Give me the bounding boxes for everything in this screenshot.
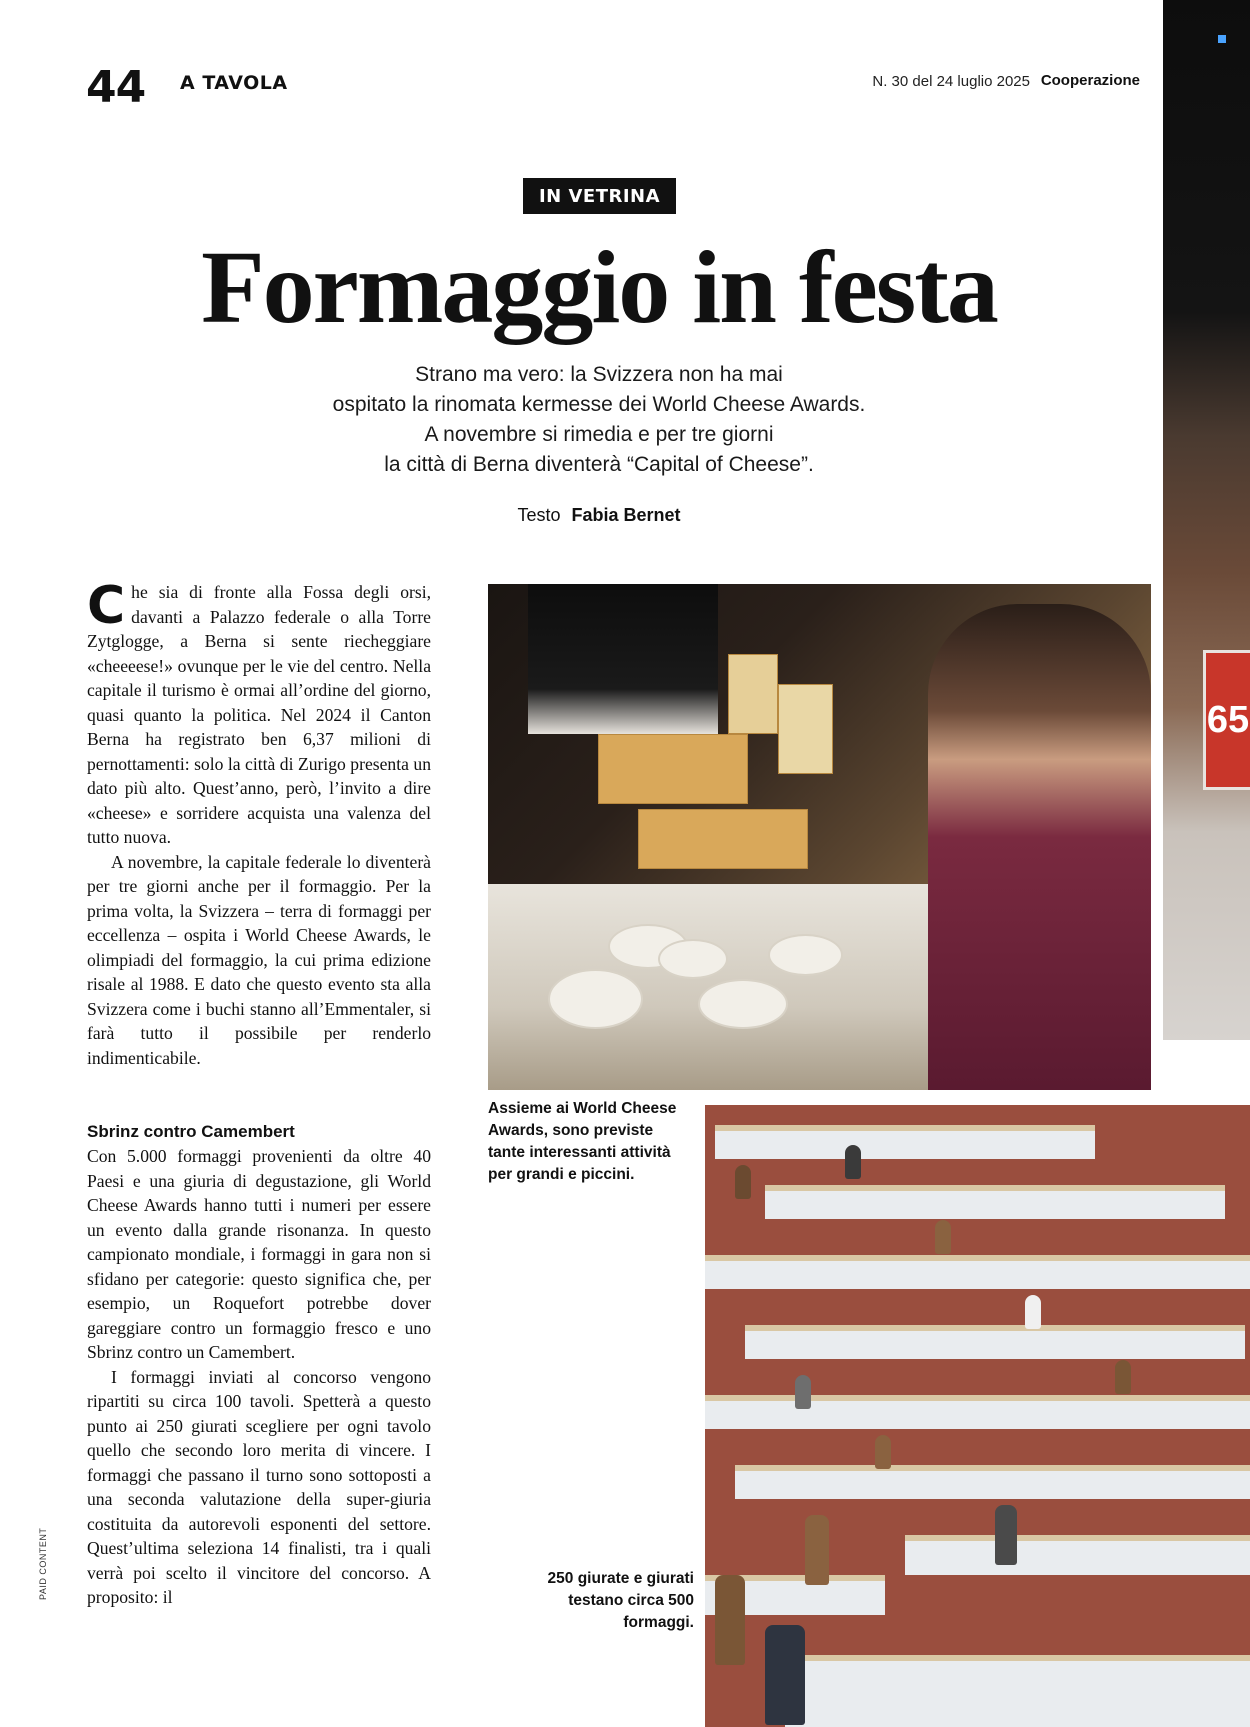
magazine-name: Cooperazione	[1040, 72, 1140, 89]
judging-table	[785, 1655, 1250, 1727]
subtitle-line: A novembre si rimedia e per tre giorni	[424, 423, 774, 446]
paragraph-1-text: he sia di fronte alla Fossa degli orsi, davanti a Palazzo federale o alla Torre Zytglogge, a Berna si sente riecheggiare «cheeeese!» ovunque per le vie del centro. Nella capitale il turismo è ormai all’ordine del giorno, quasi quanto la politica. Nel 2024 il Canton Berna ha registrato ben 6,37 milioni di pernottamenti: solo la città di Zurigo presenta un dato più alto. Quest’anno, però, l’invito a dire «cheese» e sorridere acquista una valenza del tutto nuova.	[87, 582, 431, 847]
judging-table	[735, 1465, 1250, 1499]
paragraph-3: Con 5.000 formaggi provenienti da oltre 40 Paesi e una giuria di degustazione, gli World Cheese Awards hanno tutti i numeri per essere un evento dalla grande risonanza. In questo campionato mondiale, i formaggi in gara non si sfidano per categorie: questo significa che, per esempio, un Roquefort potrebbe dover gareggiare contro un formaggio fresco e uno Sbrinz contro un Camembert.	[87, 1146, 431, 1362]
photo2-caption: 250 giurate e giurati testano circa 500 formaggi.	[547, 1570, 694, 1631]
byline-author: Fabia Bernet	[571, 505, 681, 525]
paragraph-2: A novembre, la capitale federale lo diventerà per tre giorni anche per il formaggio. Per la prima volta, la Svizzera – terra di formaggi per eccellenza – ospita i World Cheese Awards, le olimpiadi del formaggio, la cui prima edizione risale al 1988. E dato che questo evento sta alla Svizzera come i buchi stanno all’Emmentaler, si farà tutto il possibile per renderlo indimenticabile.	[87, 851, 431, 1068]
cheese-block	[728, 654, 778, 734]
judge-figure	[805, 1515, 829, 1585]
vendor-figure	[528, 584, 718, 734]
page-number: 44	[86, 62, 146, 113]
section-title: A TAVOLA	[180, 72, 288, 94]
paid-content-label: PAID CONTENT	[38, 1527, 48, 1600]
judge-figure	[1115, 1360, 1131, 1394]
drop-cap: C	[87, 576, 126, 636]
judge-figure	[1025, 1295, 1041, 1329]
article-subhead: Sbrinz contro Camembert	[87, 1122, 295, 1141]
byline-label: Testo	[517, 505, 561, 525]
paragraph-1	[87, 576, 431, 850]
cheese-wheel	[658, 939, 728, 979]
article-subtitle	[230, 360, 968, 480]
judge-figure	[715, 1575, 745, 1665]
article-title: Formaggio in festa	[201, 230, 997, 345]
cheese-wheel	[698, 979, 788, 1029]
judge-figure	[995, 1505, 1017, 1565]
judge-figure	[845, 1145, 861, 1179]
judge-figure	[795, 1375, 811, 1409]
subtitle-line: la città di Berna diventerà “Capital of Cheese”.	[384, 453, 814, 476]
subtitle-line: ospitato la rinomata kermesse dei World Cheese Awards.	[332, 393, 866, 416]
judging-table	[705, 1395, 1250, 1429]
photo-girl-tasting-cheese	[488, 584, 1151, 1090]
cheese-wheel	[548, 969, 643, 1029]
cheese-block	[598, 734, 748, 804]
judging-table	[765, 1185, 1225, 1219]
strip-sign: 65	[1203, 650, 1250, 790]
girl-figure	[928, 604, 1151, 1090]
judge-figure	[735, 1165, 751, 1199]
photo1-caption: Assieme ai World Cheese Awards, sono previste tante interessanti attività per grandi e piccini.	[488, 1100, 677, 1183]
judge-figure	[765, 1625, 805, 1725]
photo-judging-hall	[705, 1105, 1250, 1727]
judging-table	[745, 1325, 1245, 1359]
cheese-block	[638, 809, 808, 869]
issue-date: N. 30 del 24 luglio 2025	[872, 73, 1030, 90]
judging-table	[905, 1535, 1250, 1575]
body-column-top	[87, 576, 431, 1070]
subtitle-line: Strano ma vero: la Svizzera non ha mai	[415, 363, 783, 386]
judging-table	[715, 1125, 1095, 1159]
cheese-wheel	[768, 934, 843, 976]
kicker-badge: IN VETRINA	[523, 178, 676, 214]
paragraph-4: I formaggi inviati al concorso vengono ripartiti su circa 100 tavoli. Spetterà a questo punto ai 250 giurati scegliere per ogni tavolo quello che secondo loro merita di vincere. I formaggi che passano il turno sono sottoposti a una seconda valutazione della super-giuria costituita da autorevoli esponenti del settore. Quest’ultima seleziona 14 finalisti, tra i quali verrà poi scelto il vincitore del concorso. A proposito: il	[87, 1366, 431, 1607]
cheese-block	[778, 684, 833, 774]
judge-figure	[935, 1220, 951, 1254]
judging-table	[705, 1255, 1250, 1289]
body-column-bottom	[87, 1120, 431, 1610]
judge-figure	[875, 1435, 891, 1469]
color-marker-icon	[1218, 35, 1226, 43]
byline	[0, 505, 1198, 526]
